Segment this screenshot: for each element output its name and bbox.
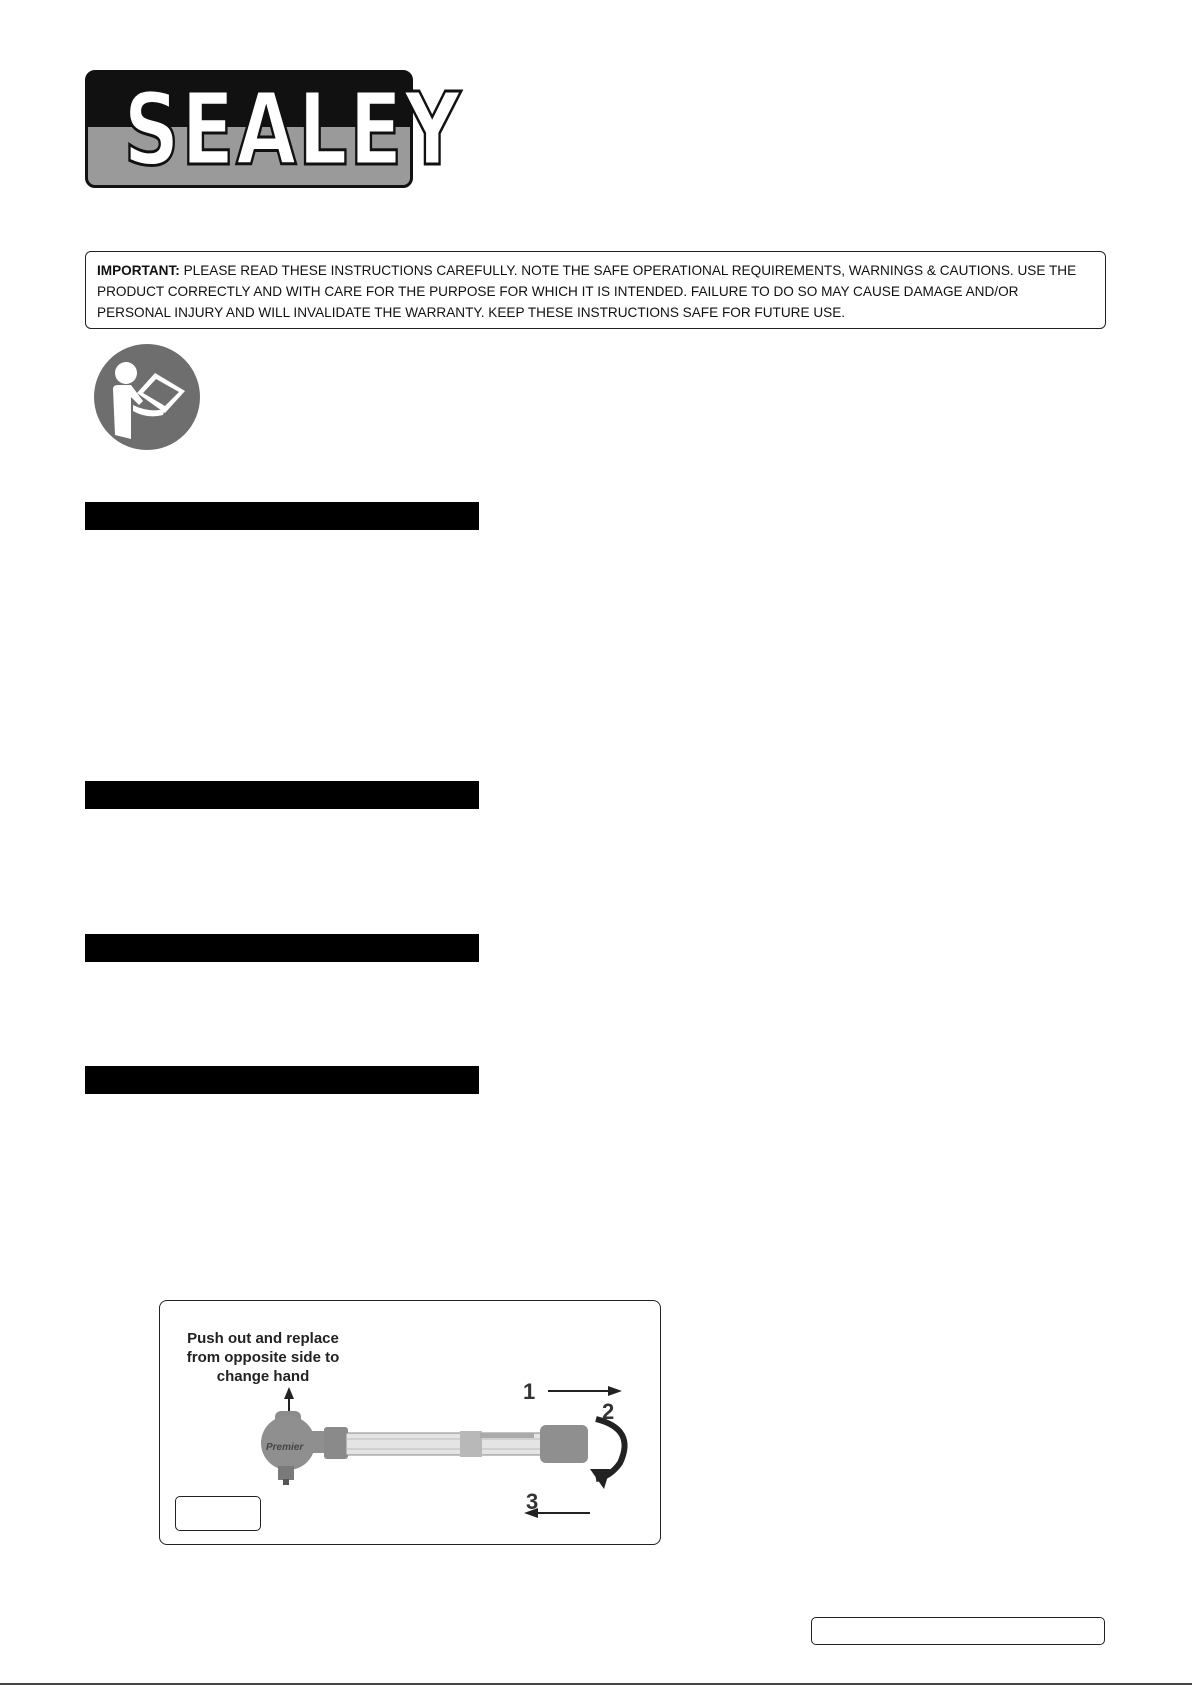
logo-text: SEALEY (123, 71, 463, 188)
section-header-bar (85, 781, 479, 809)
section-header-bar (85, 934, 479, 962)
section-header-bar (85, 1066, 479, 1094)
figure-caption: Push out and replace from opposite side to change hand (186, 1330, 340, 1385)
step-2-label: 2 (602, 1399, 615, 1424)
sealey-logo (85, 70, 463, 188)
step-3-label: 3 (526, 1489, 539, 1514)
brand-mark: Premier (266, 1442, 304, 1453)
figure-change-hand (159, 1300, 661, 1545)
figure-number-box (175, 1496, 261, 1531)
footer-info-box (811, 1617, 1105, 1645)
notice-body: PLEASE READ THESE INSTRUCTIONS CAREFULLY. NOTE THE SAFE OPERATIONAL REQUIREMENTS, WARNINGS & CAUTIONS. USE THE PRODUCT CORRECTLY AND WITH CARE FOR THE PURPOSE FOR WHICH IT IS INTENDED. FAILURE TO DO SO MAY CAUSE DAMAGE AND/OR PERSONAL INJURY AND WILL INVALIDATE THE WARRANTY. KEEP THESE INSTRUCTIONS SAFE FOR FUTURE USE. (97, 263, 1077, 320)
important-notice (85, 251, 1106, 329)
read-manual-icon (93, 343, 201, 451)
section-header-bar (85, 502, 479, 530)
step-1-label: 1 (523, 1379, 536, 1404)
notice-lead: IMPORTANT: (97, 263, 180, 278)
